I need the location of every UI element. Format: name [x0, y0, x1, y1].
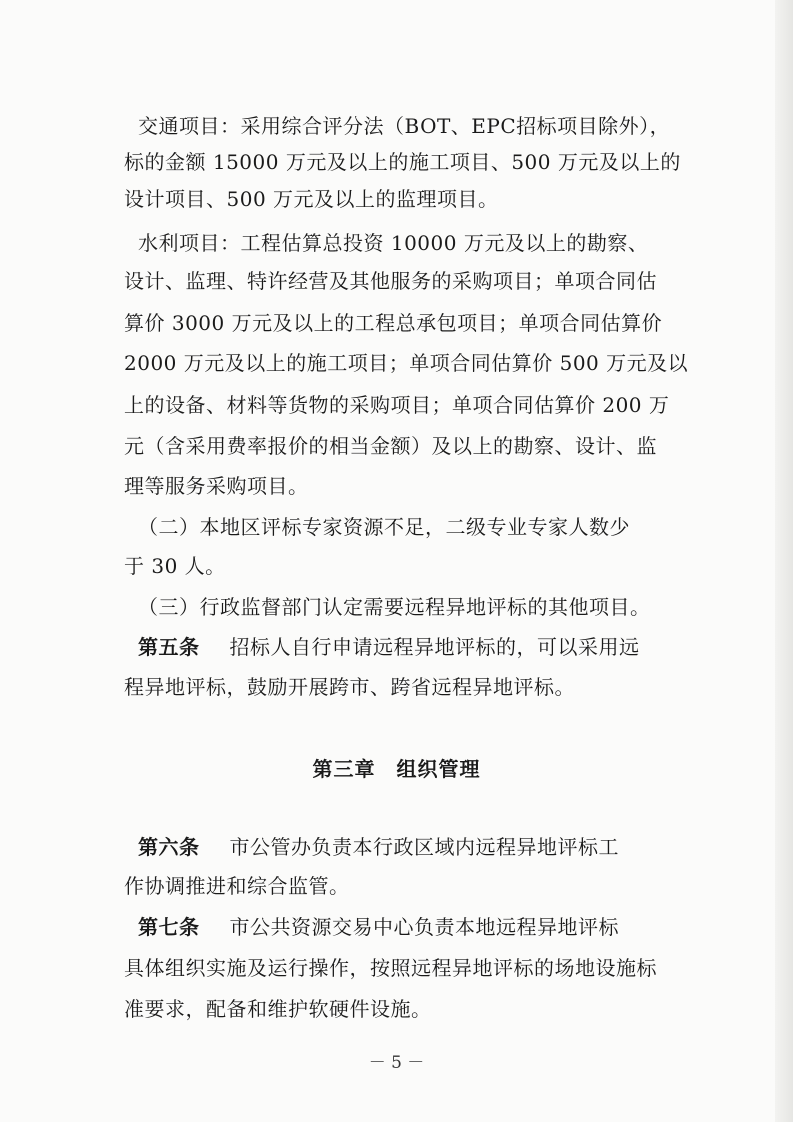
page-edge-shadow	[775, 0, 793, 1122]
article-label: 第六条	[138, 835, 200, 859]
paragraph-line: 理等服务采购项目。	[124, 474, 309, 498]
paragraph-line: 准要求，配备和维护软硬件设施。	[124, 997, 432, 1021]
article-text: 招标人自行申请远程异地评标的，可以采用远	[229, 635, 640, 659]
paragraph-line: 标的金额 15000 万元及以上的施工项目、500 万元及以上的	[124, 150, 681, 174]
paragraph-line: 设计项目、500 万元及以上的监理项目。	[124, 187, 499, 211]
paragraph-line: 水利项目：工程估算总投资 10000 万元及以上的勘察、	[138, 231, 649, 255]
paragraph-line: 交通项目：采用综合评分法（BOT、EPC招标项目除外），	[138, 114, 671, 138]
paragraph-line: 2000 万元及以上的施工项目；单项合同估算价 500 万元及以	[124, 351, 689, 375]
paragraph-line: 具体组织实施及运行操作，按照远程异地评标的场地设施标	[124, 956, 657, 980]
paragraph-line: 程异地评标，鼓励开展跨市、跨省远程异地评标。	[124, 675, 575, 699]
paragraph-line: 设计、监理、特许经营及其他服务的采购项目；单项合同估	[124, 269, 657, 293]
paragraph-line: （二）本地区评标专家资源不足，二级专业专家人数少	[138, 515, 630, 539]
article-label: 第五条	[138, 635, 200, 659]
article-text: 市公共资源交易中心负责本地远程异地评标	[229, 915, 619, 939]
article-6-line	[138, 834, 658, 860]
paragraph-line: （三）行政监督部门认定需要远程异地评标的其他项目。	[138, 595, 651, 619]
article-7-line	[138, 914, 658, 940]
paragraph-line: 元（含采用费率报价的相当金额）及以上的勘察、设计、监	[124, 434, 657, 458]
chapter-heading: 第三章 组织管理	[312, 757, 481, 781]
article-label: 第七条	[138, 915, 200, 939]
paragraph-line: 算价 3000 万元及以上的工程总承包项目；单项合同估算价	[124, 311, 663, 335]
paragraph-line: 上的设备、材料等货物的采购项目；单项合同估算价 200 万	[124, 393, 670, 417]
paragraph-line: 作协调推进和综合监管。	[124, 874, 350, 898]
article-text: 市公管办负责本行政区域内远程异地评标工	[229, 835, 619, 859]
paragraph-line: 于 30 人。	[124, 554, 226, 578]
article-5-line	[138, 634, 658, 660]
page-number: － 5 －	[368, 1053, 425, 1073]
